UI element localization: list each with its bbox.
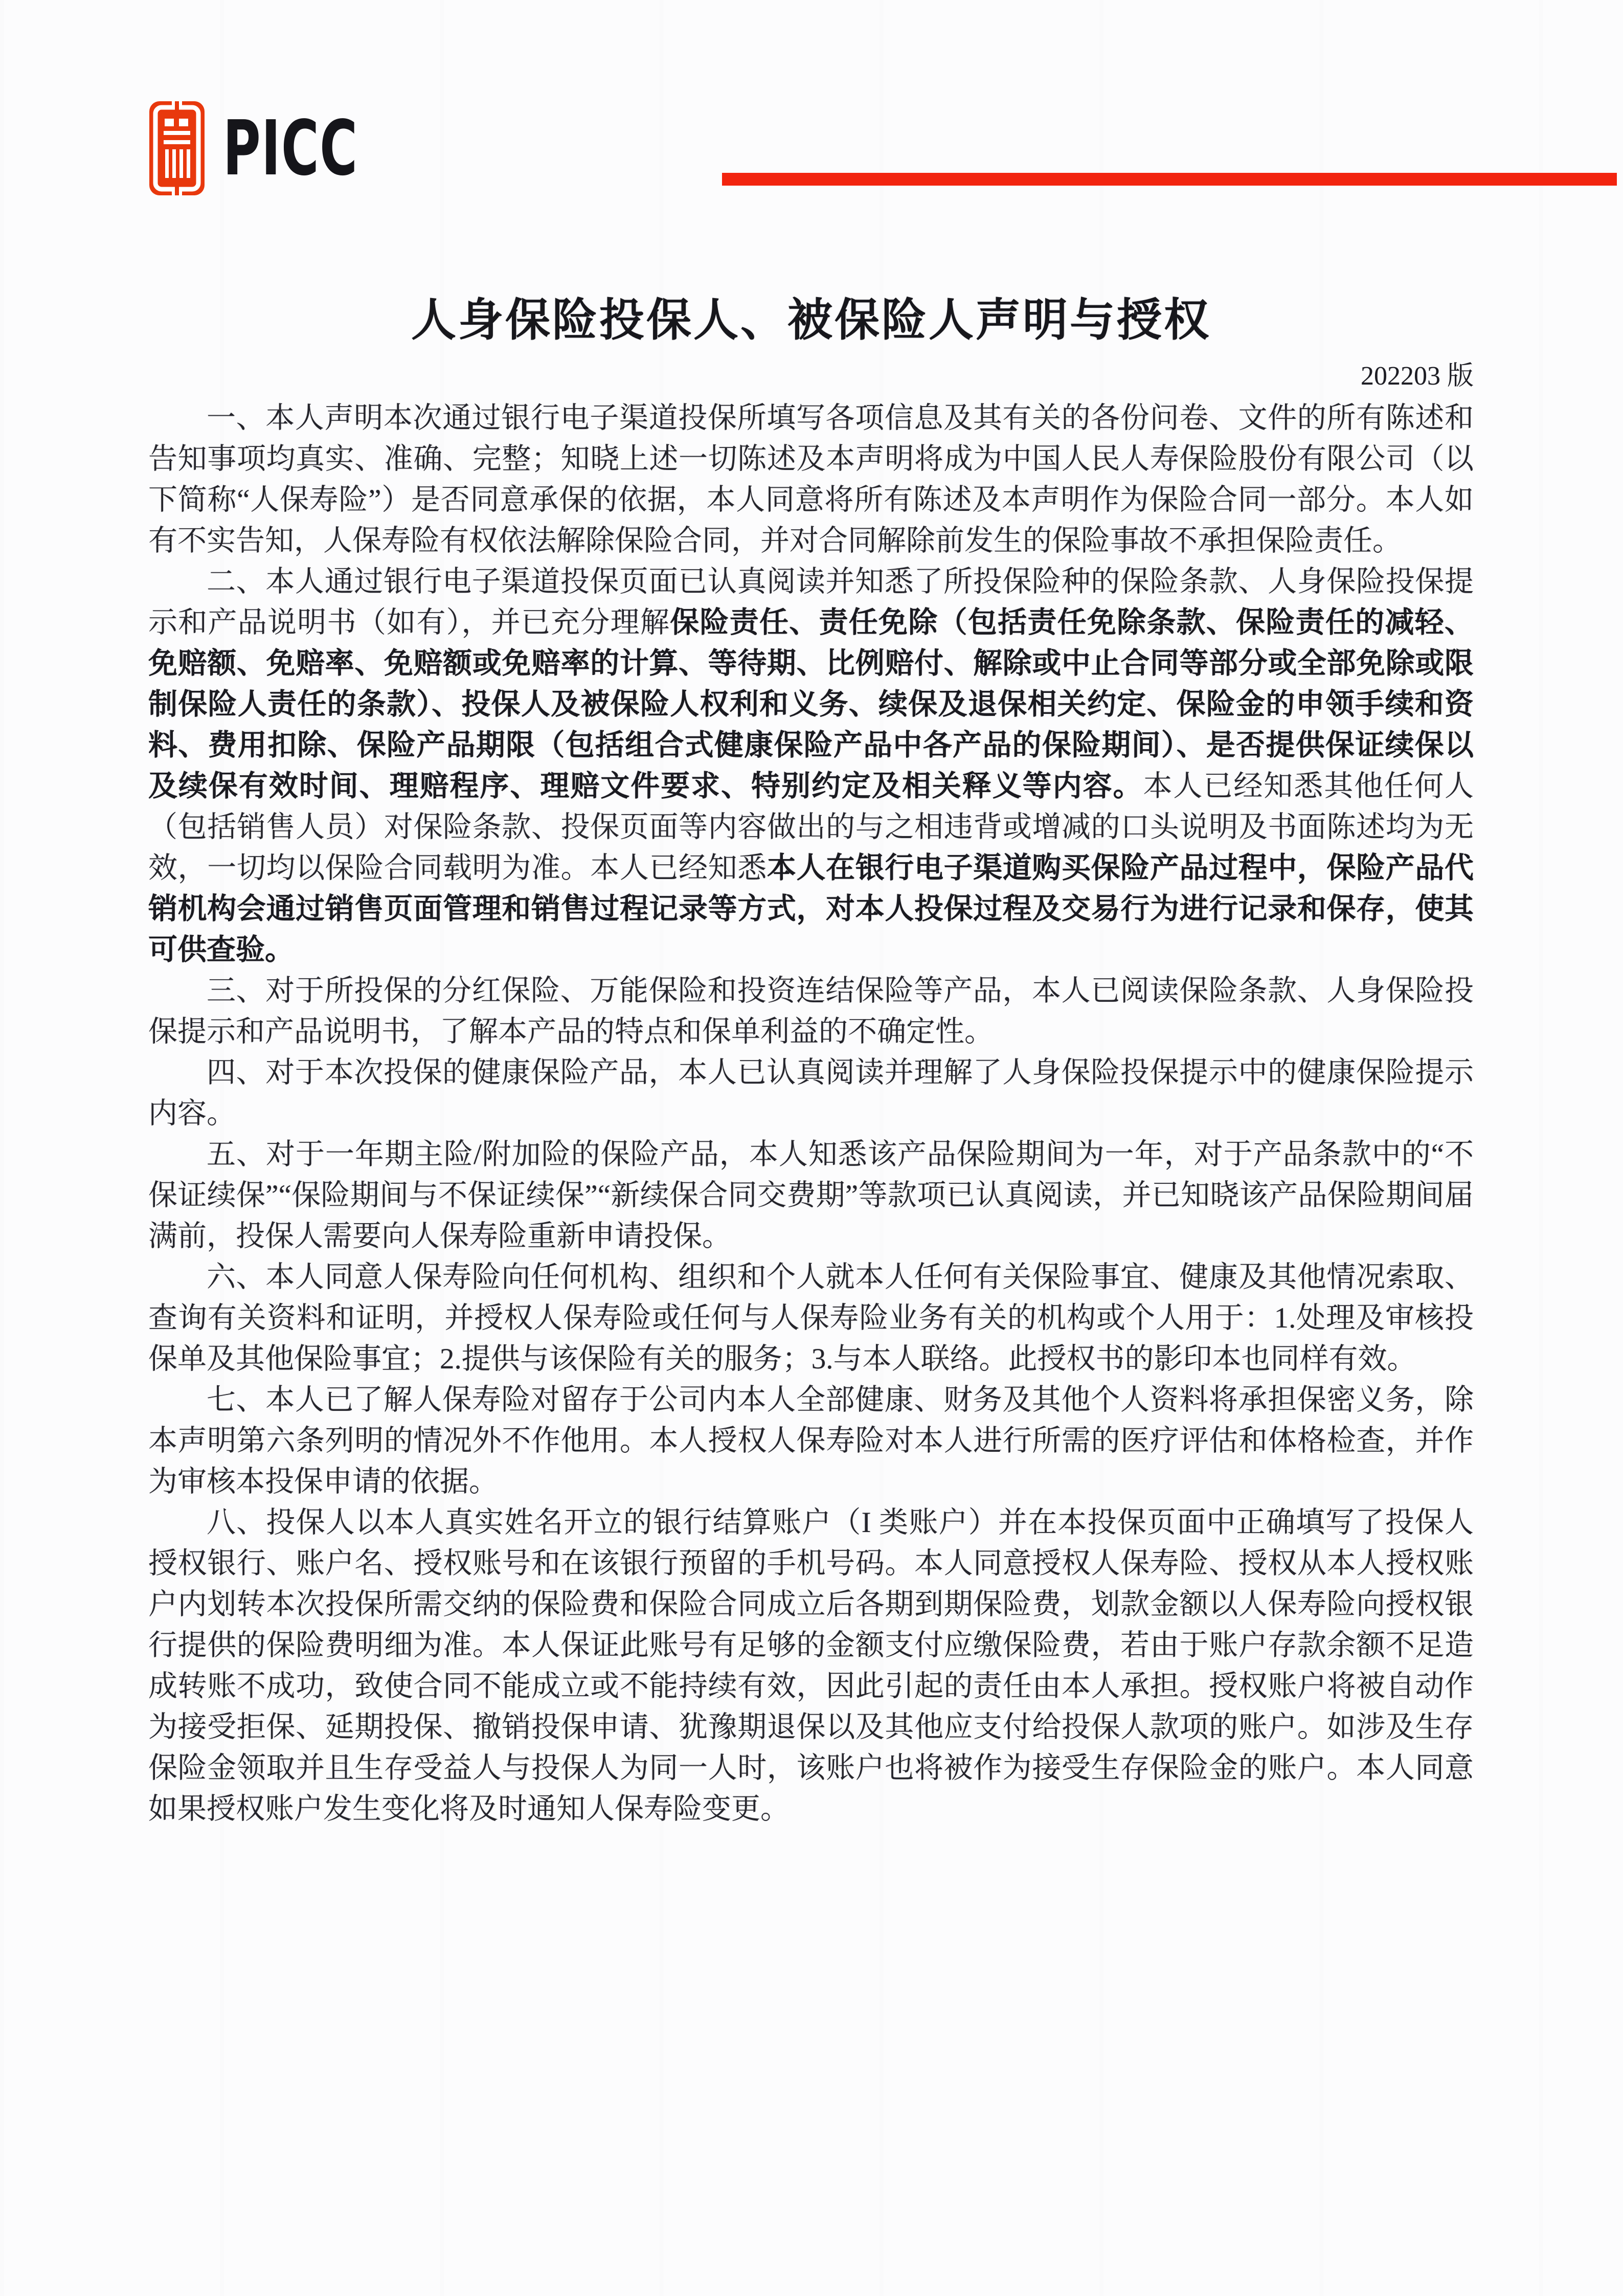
text-run: 四、对于本次投保的健康保险产品，本人已认真阅读并理解了人身保险投保提示中的健康保险提示内容。 bbox=[148, 1056, 1474, 1130]
text-run: 一、本人声明本次通过银行电子渠道投保所填写各项信息及其有关的各份问卷、文件的所有陈述和告知事项均真实、准确、完整；知晓上述一切陈述及本声明将成为中国人民人寿保险股份有限公司（以下简称“人保寿险”）是否同意承保的依据，本人同意将所有陈述及本声明作为保险合同一部分。本人如有不实告知，人保寿险有权依法解除保险合同，并对合同解除前发生的保险事故不承担保险责任。 bbox=[148, 402, 1474, 557]
document-title: 人身保险投保人、被保险人声明与授权 bbox=[411, 296, 1211, 346]
text-run: 七、本人已了解人保寿险对留存于公司内本人全部健康、财务及其他个人资料将承担保密义务，除本声明第六条列明的情况外不作他用。本人授权人保寿险对本人进行所需的医疗评估和体格检查，并作为审核本投保申请的依据。 bbox=[148, 1384, 1474, 1498]
paragraph-7 bbox=[148, 1380, 1474, 1502]
paragraph-2 bbox=[148, 561, 1474, 971]
paragraph-3 bbox=[148, 971, 1474, 1052]
paragraph-8 bbox=[148, 1502, 1474, 1830]
paragraph-6 bbox=[148, 1257, 1474, 1380]
emphasis-text-run: 本人在银行电子渠道购买保险产品过程中，保险产品代销机构会通过销售页面管理和销售过程记录等方式，对本人投保过程及交易行为进行记录和保存，使其可供查验。 bbox=[148, 852, 1474, 966]
emphasis-text-run: 保险责任、责任免除（包括责任免除条款、保险责任的减轻、免赔额、免赔率、免赔额或免赔率的计算、等待期、比例赔付、解除或中止合同等部分或全部免除或限制保险人责任的条款）、投保人及被保险人权利和义务、续保及退保相关约定、保险金的申领手续和资料、费用扣除、保险产品期限（包括组合式健康保险产品中各产品的保险期间）、是否提供保证续保以及续保有效时间、理赔程序、理赔文件要求、特别约定及相关释义等内容。 bbox=[148, 606, 1474, 802]
paragraph-5 bbox=[148, 1134, 1474, 1257]
text-run: 本人已经知悉其他任何人（包括销售人员）对保险条款、投保页面等内容做出的与之相违背或增减的口头说明及书面陈述均为无效，一切均以保险合同载明为准。本人已经知悉 bbox=[148, 770, 1474, 884]
paragraph-4 bbox=[148, 1052, 1474, 1134]
header-accent-bar bbox=[722, 173, 1617, 186]
paragraph-1 bbox=[148, 398, 1474, 561]
text-run: 六、本人同意人保寿险向任何机构、组织和个人就本人任何有关保险事宜、健康及其他情况索取、查询有关资料和证明，并授权人保寿险或任何与人保寿险业务有关的机构或个人用于：1.处理及审核投保单及其他保险事宜；2.提供与该保险有关的服务；3.与本人联络。此授权书的影印本也同样有效。 bbox=[148, 1261, 1474, 1375]
brand-wordmark: PICC bbox=[223, 104, 358, 192]
picc-seal-logo bbox=[149, 101, 205, 195]
text-run: 五、对于一年期主险/附加险的保险产品，本人知悉该产品保险期间为一年，对于产品条款中的“不保证续保”“保险期间与不保证续保”“新续保合同交费期”等款项已认真阅读，并已知晓该产品保险期间届满前，投保人需要向人保寿险重新申请投保。 bbox=[148, 1138, 1474, 1252]
paragraphs bbox=[148, 398, 1474, 1830]
text-run: 二、本人通过银行电子渠道投保页面已认真阅读并知悉了所投保险种的保险条款、人身保险投保提示和产品说明书（如有），并已充分理解 bbox=[148, 566, 1474, 639]
text-run: 三、对于所投保的分红保险、万能保险和投资连结保险等产品，本人已阅读保险条款、人身保险投保提示和产品说明书，了解本产品的特点和保单利益的不确定性。 bbox=[148, 975, 1474, 1048]
text-run: 八、投保人以本人真实姓名开立的银行结算账户（I 类账户）并在本投保页面中正确填写了投保人授权银行、账户名、授权账号和在该银行预留的手机号码。本人同意授权人保寿险、授权从本人授权账户内划转本次投保所需交纳的保险费和保险合同成立后各期到期保险费，划款金额以人保寿险向授权银行提供的保险费明细为准。本人保证此账号有足够的金额支付应缴保险费，若由于账户存款余额不足造成转账不成功，致使合同不能成立或不能持续有效，因此引起的责任由本人承担。授权账户将被自动作为接受拒保、延期投保、撤销投保申请、犹豫期退保以及其他应支付给投保人款项的账户。如涉及生存保险金领取并且生存受益人与投保人为同一人时，该账户也将被作为接受生存保险金的账户。本人同意如果授权账户发生变化将及时通知人保寿险变更。 bbox=[148, 1506, 1474, 1825]
document-version: 202203 版 bbox=[1360, 362, 1474, 391]
